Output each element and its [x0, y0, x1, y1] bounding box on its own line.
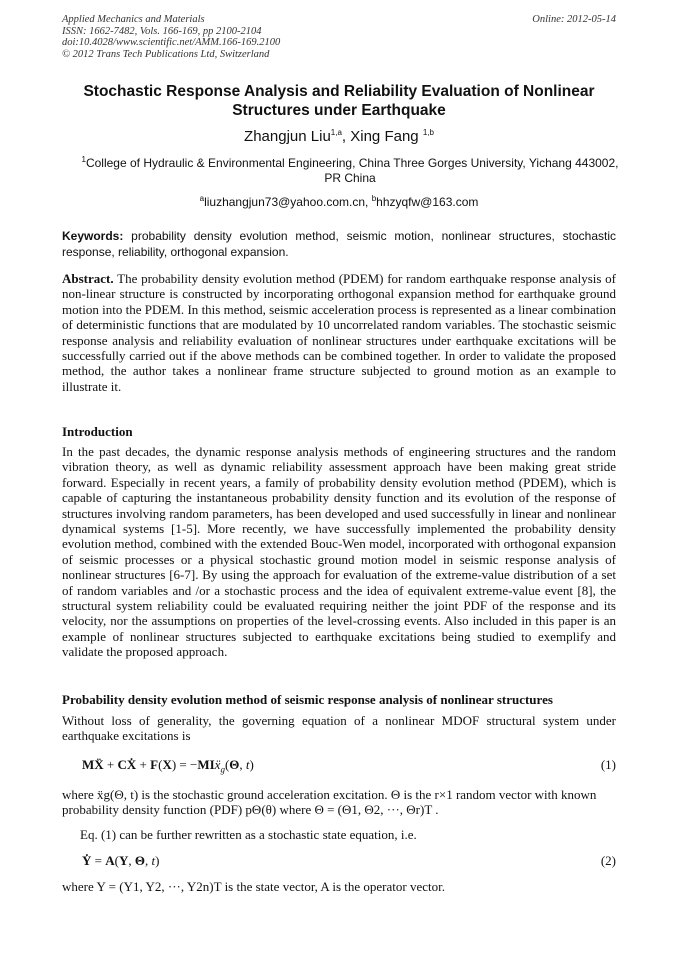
abstract-label: Abstract. [62, 271, 114, 286]
keywords-text: probability density evolution method, seismic motion, nonlinear structures, stochastic response, reliability, orthogonal expansion. [62, 229, 616, 259]
journal-name: Applied Mechanics and Materials [62, 14, 205, 25]
equation-2 [82, 853, 616, 869]
abstract [62, 271, 616, 394]
section2-paragraph-2: Eq. (1) can be further rewritten as a stochastic state equation, i.e. [80, 827, 417, 842]
section2-where-1: where ẍg(Θ, t) is the stochastic ground acceleration excitation. Θ is the r×1 random vector with known probability density function (PDF) pΘ(θ) where Θ = (Θ1, Θ2, ···, Θr)T . [62, 787, 597, 817]
email-b[interactable]: hhzyqfw@163.com [376, 195, 479, 209]
equation-1 [82, 757, 616, 775]
keywords-label: Keywords: [62, 229, 124, 243]
author-separator: , [341, 128, 351, 145]
author-1-sup: 1,a [330, 128, 342, 137]
abstract-text: The probability density evolution method (PDEM) for random earthquake response analysis of non-linear structure is constructed by incorporating orthogonal expansion method for earthquake ground motion into the PDEM. In this method, seismic acceleration process is represented as a linear combination of deterministic functions that are modulated by 10 uncorrelated random variables. The stochastic seismic response analysis and reliability evaluation of nonlinear structures under earthquake excitations will be successfully carried out if the above methods can be combined together. In order to validate the proposed method, the author takes a nonlinear frame structure subjected to ground motion as an example to illustrate it. [62, 271, 616, 394]
equation-1-number: (1) [600, 757, 616, 772]
introduction-text: In the past decades, the dynamic response analysis methods of engineering structures and the random vibration theory, as well as dynamic reliability assessment approach have been making great stride forward. Especially in recent years, a family of probability density evolution method (PDEM), which is capable of capturing the instantaneous probability density function and its evolution of the response of structures involving random parameters, has been developed and used successfully in linear and nonlinear dynamical systems [1-5]. More recently, we have successfully implemented the probability density evolution method, combined with the extended Bouc-Wen model, incorporated with orthogonal expansion of seismic processes or a physical stochastic ground motion model in seismic response analysis of nonlinear structures [6-7]. By using the approach for evaluation of the extreme-value distribution of a set of random variables and /or a stochastic process and the idea of equivalent extreme-value event [8], the structural system reliability could be evaluated requiring neither the joint PDF of the response and its velocity, nor the assumptions on properties of the level-crossing events. Also included in this paper is an example of nonlinear structures subjected to earthquake excitations being studied to exemplify and validate the proposed approach. [62, 444, 616, 660]
section2-paragraph-1: Without loss of generality, the governing equation of a nonlinear MDOF structural system under earthquake excitations is [62, 713, 616, 744]
issn-line: ISSN: 1662-7482, Vols. 166-169, pp 2100-2104 [62, 25, 262, 37]
email-separator: , [365, 195, 372, 209]
journal-header [62, 14, 616, 60]
equation-2-number: (2) [600, 853, 616, 868]
section2-where-2: where Y = (Y1, Y2, ···, Y2n)T is the state vector, A is the operator vector. [62, 879, 445, 894]
author-1: Zhangjun Liu [244, 128, 331, 145]
affiliation-sup: 1 [81, 155, 86, 164]
keywords [62, 229, 616, 260]
section2-heading: Probability density evolution method of seismic response analysis of nonlinear structures [62, 692, 553, 707]
email-a[interactable]: liuzhangjun73@yahoo.com.cn [204, 195, 366, 209]
affiliation [80, 156, 620, 186]
equation-2-expression: Ẏ = A(Y, Θ, t) [82, 853, 160, 868]
paper-title: Stochastic Response Analysis and Reliability Evaluation of Nonlinear Structures under Earthquake [83, 83, 595, 119]
doi-line: doi:10.4028/www.scientific.net/AMM.166-169.2100 [62, 37, 281, 48]
email-a-sup: a [199, 194, 205, 203]
email-b-sup: b [371, 194, 377, 203]
introduction-heading: Introduction [62, 424, 133, 439]
equation-1-expression: MẌ + CẊ + F(X) = −MIẍ$_g$(Θ, t) [82, 757, 254, 775]
copyright-line: © 2012 Trans Tech Publications Ltd, Switzerland [62, 48, 270, 60]
online-date: Online: 2012-05-14 [532, 14, 616, 25]
email-line [62, 195, 616, 209]
author-line [62, 128, 616, 145]
author-2-sup: 1,b [422, 128, 434, 137]
author-2: Xing Fang [350, 128, 419, 145]
affiliation-text: College of Hydraulic & Environmental Engineering, China Three Gorges University, Yichang 443002, PR China [85, 156, 619, 185]
